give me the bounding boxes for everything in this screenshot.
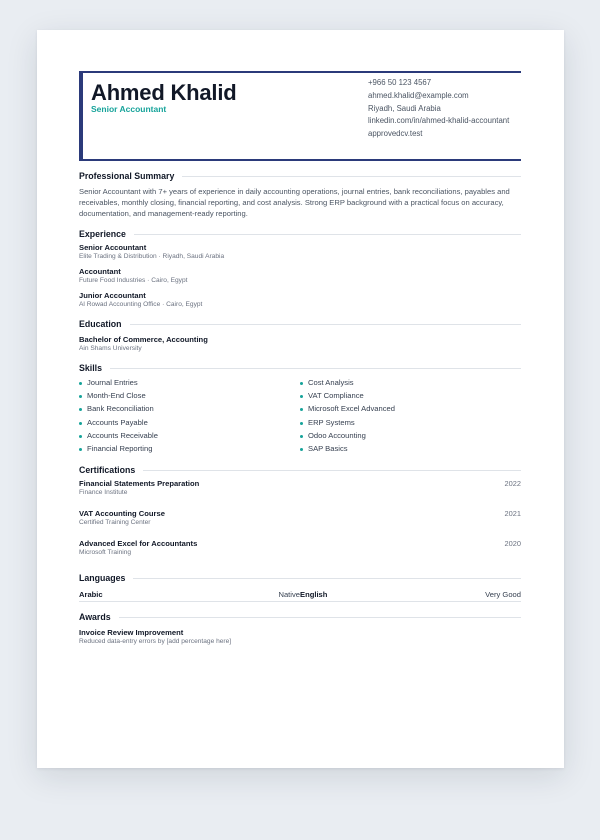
certification-title: Advanced Excel for Accountants	[79, 539, 198, 549]
job-company: Future Food Industries · Cairo, Egypt	[79, 277, 188, 284]
certification-year: 2020	[504, 539, 521, 549]
skill-item	[79, 442, 300, 455]
skill-label: Microsoft Excel Advanced	[308, 404, 395, 414]
section-title-summary: Professional Summary	[79, 171, 175, 181]
section-divider	[182, 176, 521, 177]
skill-item	[300, 416, 521, 429]
resume-content	[79, 71, 521, 646]
experience-item	[79, 267, 521, 285]
summary-heading-row	[79, 171, 521, 181]
experience-item	[79, 243, 521, 261]
job-company: Elite Trading & Distribution · Riyadh, Saudi Arabia	[79, 253, 225, 260]
skills-heading-row	[79, 363, 521, 373]
skill-item	[300, 429, 521, 442]
skill-item	[79, 376, 300, 389]
candidate-name: Ahmed Khalid	[91, 80, 237, 105]
job-company: Al Rowad Accounting Office · Cairo, Egypt	[79, 301, 203, 308]
section-divider	[133, 578, 521, 579]
skill-label: Accounts Receivable	[87, 430, 158, 440]
contact-phone: +966 50 123 4567	[368, 78, 432, 87]
certifications-list	[79, 479, 521, 563]
section-title-languages: Languages	[79, 573, 126, 584]
bullet-dot-icon	[79, 408, 82, 411]
resume-page	[37, 30, 564, 768]
certification-issuer: Finance Institute	[79, 489, 128, 497]
skill-label: Odoo Accounting	[308, 430, 366, 440]
language-item	[300, 588, 521, 601]
language-name: Arabic	[79, 590, 103, 600]
section-title-education: Education	[79, 319, 122, 329]
bullet-dot-icon	[79, 448, 82, 451]
certification-item	[79, 509, 521, 533]
skill-item	[79, 429, 300, 442]
certification-year: 2021	[504, 509, 521, 519]
award-item	[79, 628, 521, 646]
university-name: Ain Shams University	[79, 345, 142, 352]
experience-heading-row	[79, 229, 521, 239]
languages-row	[79, 588, 521, 602]
bullet-dot-icon	[79, 395, 82, 398]
languages-heading-row	[79, 573, 521, 583]
section-title-experience: Experience	[79, 229, 126, 239]
bullet-dot-icon	[300, 395, 303, 398]
skill-item	[79, 389, 300, 402]
skill-label: VAT Compliance	[308, 391, 364, 401]
job-title: Senior Accountant	[79, 243, 147, 252]
summary-text: Senior Accountant with 7+ years of experience in daily accounting operations, journal entries, bank reconciliations, payables and receivables, monthly closing, financial reporting, and cost analysis. Strong ERP background with a practical focus on accuracy, documentation, and management-ready reporting.	[79, 187, 510, 218]
certification-year: 2022	[504, 479, 521, 489]
section-divider	[119, 617, 521, 618]
certification-issuer: Microsoft Training	[79, 549, 132, 557]
award-title: Invoice Review Improvement	[79, 628, 184, 638]
section-title-skills: Skills	[79, 363, 102, 373]
skills-column-right	[300, 376, 521, 455]
contact-email: ahmed.khalid@example.com	[368, 90, 469, 100]
skills-column-left	[79, 376, 300, 455]
certification-title: Financial Statements Preparation	[79, 479, 200, 489]
job-title: Junior Accountant	[79, 291, 146, 300]
bullet-dot-icon	[300, 408, 303, 411]
section-divider	[134, 234, 521, 235]
skills-grid	[79, 376, 521, 455]
skill-label: Month-End Close	[87, 391, 146, 401]
skill-label: ERP Systems	[308, 417, 355, 427]
certification-title: VAT Accounting Course	[79, 509, 165, 519]
skill-item	[79, 416, 300, 429]
resume-header	[79, 71, 521, 161]
skill-item	[79, 402, 300, 415]
education-heading-row	[79, 319, 521, 329]
bullet-dot-icon	[79, 382, 82, 385]
candidate-role: Senior Accountant	[91, 104, 167, 114]
section-divider	[110, 368, 521, 369]
certifications-heading-row	[79, 465, 521, 475]
degree-title: Bachelor of Commerce, Accounting	[79, 335, 208, 344]
skill-item	[300, 402, 521, 415]
skill-label: Financial Reporting	[87, 443, 153, 453]
bullet-dot-icon	[79, 422, 82, 425]
skill-label: Accounts Payable	[87, 417, 148, 427]
skill-item	[300, 442, 521, 455]
skill-label: Journal Entries	[87, 378, 138, 387]
certification-item	[79, 479, 521, 503]
skill-label: Bank Reconciliation	[87, 404, 154, 414]
language-level: Very Good	[485, 590, 521, 600]
award-description: Reduced data-entry errors by [add percentage here]	[79, 638, 232, 646]
job-title: Accountant	[79, 267, 121, 276]
bullet-dot-icon	[300, 448, 303, 451]
contact-location: Riyadh, Saudi Arabia	[368, 103, 441, 113]
skill-item	[300, 376, 521, 389]
bullet-dot-icon	[300, 422, 303, 425]
contact-linkedin: linkedin.com/in/ahmed-khalid-accountant	[368, 116, 510, 126]
section-title-awards: Awards	[79, 612, 111, 623]
bullet-dot-icon	[300, 435, 303, 438]
skill-label: Cost Analysis	[308, 378, 354, 387]
language-level: Native	[278, 590, 300, 600]
awards-heading-row	[79, 612, 521, 622]
contact-website: approvedcv.test	[368, 129, 423, 139]
section-divider	[143, 470, 521, 471]
bullet-dot-icon	[300, 382, 303, 385]
language-item	[79, 588, 300, 601]
skill-label: SAP Basics	[308, 443, 348, 453]
skill-item	[300, 389, 521, 402]
education-item	[79, 335, 521, 353]
certification-item	[79, 539, 521, 563]
bullet-dot-icon	[79, 435, 82, 438]
contact-block	[368, 78, 518, 142]
certification-issuer: Certified Training Center	[79, 519, 151, 527]
experience-list	[79, 243, 521, 309]
language-name: English	[300, 590, 328, 600]
section-divider	[130, 324, 521, 325]
section-title-certifications: Certifications	[79, 465, 136, 476]
experience-item	[79, 291, 521, 309]
